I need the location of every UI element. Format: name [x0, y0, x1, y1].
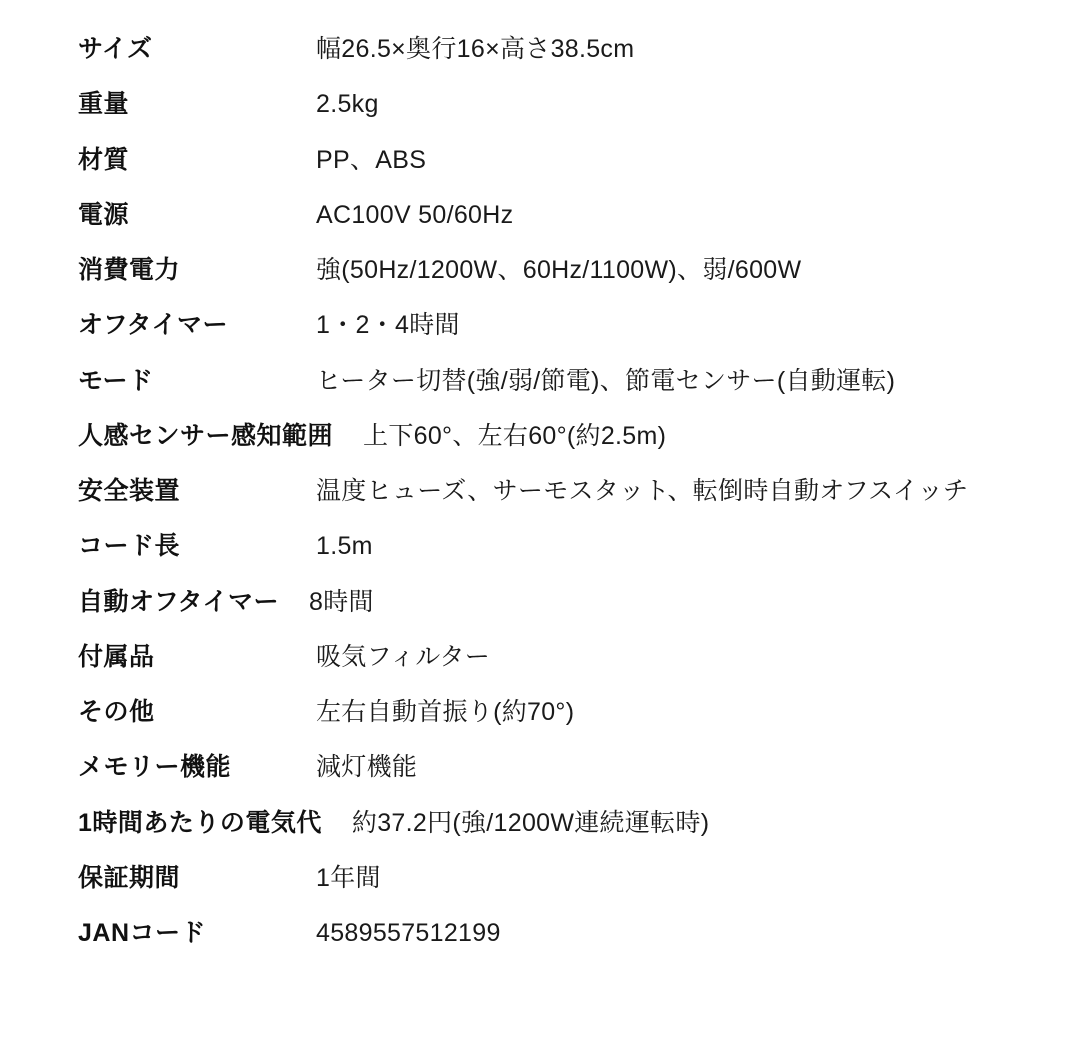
spec-value: 約37.2円(強/1200W連続運転時) [351, 808, 710, 837]
table-row [78, 808, 1040, 839]
spec-value: 吸気フィルター [316, 642, 491, 671]
spec-label: 保証期間 [78, 863, 181, 892]
spec-value: 減灯機能 [316, 753, 418, 782]
table-row [78, 531, 1040, 562]
table-row [78, 587, 1040, 618]
spec-value: 8時間 [309, 587, 374, 616]
spec-value: 1年間 [316, 863, 381, 892]
spec-value: 温度ヒューズ、サーモスタット、転倒時自動オフスイッチ [316, 477, 969, 505]
spec-value: 4589557512199 [316, 919, 501, 947]
spec-label: 付属品 [78, 642, 155, 671]
table-row [78, 421, 1040, 452]
spec-value: ヒーター切替(強/弱/節電)、節電センサー(自動運転) [316, 366, 896, 395]
table-row [78, 255, 1040, 286]
spec-label: その他 [78, 698, 155, 726]
table-row [78, 752, 1040, 783]
table-row [78, 145, 1040, 176]
spec-label: 自動オフタイマー [78, 587, 280, 616]
table-row [78, 34, 1040, 65]
table-row [78, 918, 1040, 949]
spec-label: 安全装置 [78, 477, 181, 505]
spec-value: 2.5kg [316, 90, 379, 119]
spec-value: 左右自動首振り(約70°) [316, 698, 575, 726]
table-row [78, 476, 1040, 507]
spec-value: 幅26.5×奥行16×高さ38.5cm [316, 35, 635, 63]
spec-label: オフタイマー [78, 311, 229, 340]
spec-label: 消費電力 [78, 256, 181, 284]
spec-label: 人感センサー感知範囲 [78, 421, 334, 450]
table-row [78, 366, 1040, 397]
spec-label: モード [78, 366, 154, 395]
spec-label: 重量 [78, 90, 130, 119]
spec-value: 上下60°、左右60°(約2.5m) [363, 421, 667, 450]
spec-label: 材質 [78, 145, 130, 174]
table-row [78, 200, 1040, 231]
spec-value: PP、ABS [316, 145, 427, 174]
spec-value: AC100V 50/60Hz [316, 200, 514, 229]
spec-value: 1・2・4時間 [316, 311, 460, 340]
spec-label: サイズ [78, 35, 153, 63]
spec-value: 1.5m [316, 532, 373, 561]
spec-label: 1時間あたりの電気代 [78, 808, 322, 837]
spec-label: JANコード [78, 919, 207, 947]
table-row [78, 89, 1040, 120]
spec-label: コード長 [78, 532, 181, 561]
table-row [78, 310, 1040, 341]
spec-label: メモリー機能 [78, 753, 232, 782]
spec-label: 電源 [78, 200, 130, 229]
spec-value: 強(50Hz/1200W、60Hz/1100W)、弱/600W [316, 256, 802, 284]
table-row [78, 697, 1040, 728]
table-row [78, 642, 1040, 673]
table-row [78, 863, 1040, 894]
